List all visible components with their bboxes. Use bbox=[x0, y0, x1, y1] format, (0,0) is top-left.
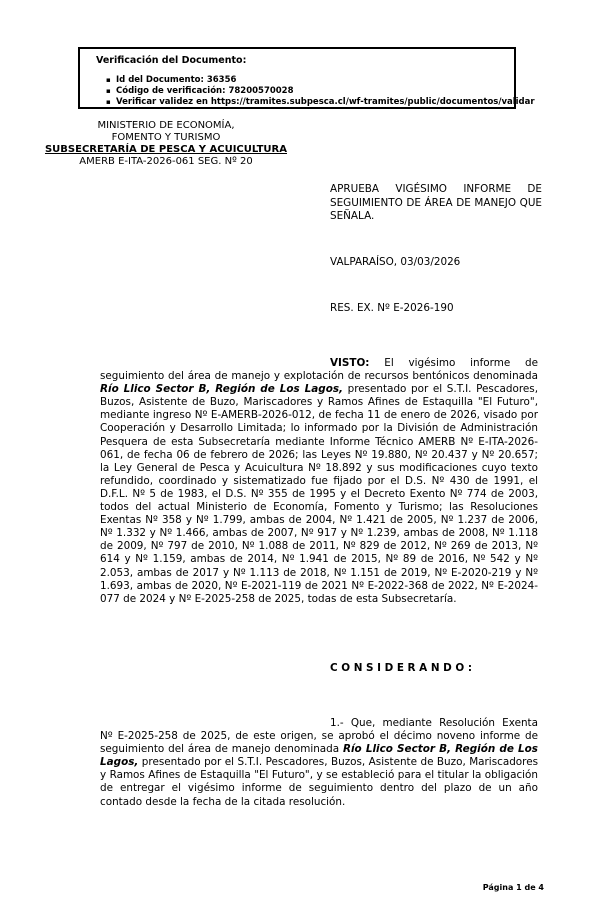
verification-item-code bbox=[106, 86, 535, 97]
verification-item-text: Id del Documento: 36356 bbox=[116, 75, 237, 85]
page-number: Página 1 de 4 bbox=[482, 883, 544, 892]
verification-item-text: Verificar validez en https://tramites.subpesca.cl/wf-tramites/public/documentos/validar bbox=[116, 97, 535, 107]
ministry-name-line1: MINISTERIO DE ECONOMÍA, bbox=[97, 120, 235, 131]
bullet-icon: ▪ bbox=[106, 76, 111, 84]
visto-paragraph bbox=[100, 357, 538, 606]
resolution-number: RES. EX. Nº E-2026-190 bbox=[330, 302, 454, 314]
verification-item-document-id bbox=[106, 75, 535, 86]
resolution-subject: APRUEBA VIGÉSIMO INFORME DE SEGUIMIENTO DE ÁREA DE MANEJO QUE SEÑALA. bbox=[330, 183, 542, 222]
verification-box bbox=[78, 47, 535, 109]
considerando-heading: C O N S I D E R A N D O : bbox=[330, 662, 472, 674]
bullet-icon: ▪ bbox=[106, 87, 111, 95]
considerando-item-1 bbox=[100, 717, 538, 809]
verification-title: Verificación del Documento: bbox=[96, 55, 247, 66]
letterhead bbox=[28, 120, 304, 168]
ministry-name-line2: FOMENTO Y TURISMO bbox=[111, 132, 221, 143]
text-run: presentado por el S.T.I. Pescadores, Buzos, Asistente de Buzo, Mariscadores y Ramos Afines de Estaquilla "El Futuro", mediante ingreso Nº E-AMERB-2026-012, de fecha 11 de enero de 2026, visado por Cooperación y Desarrollo Limitada; lo informado por la División de Administración Pesquera de esta Subsecretaría mediante Informe Técnico AMERB Nº E-ITA-2026-061, de fecha 06 de febrero de 2026; las Leyes Nº 19.880, Nº 20.437 y Nº 20.657; la Ley General de Pesca y Acuicultura Nº 18.892 y sus modificaciones cuyo texto refundido, coordinado y sistematizado fue fijado por el D.S. Nº 430 de 1991, el D.F.L. Nº 5 de 1983, el D.S. Nº 355 de 1995 y el Decreto Exento Nº 774 de 2003, todos del actual Ministerio de Economía, Fomento y Turismo; las Resoluciones Exentas Nº 358 y Nº 1.799, ambas de 2004, Nº 1.421 de 2005, Nº 1.237 de 2006, Nº 1.332 y Nº 1.466, ambas de 2007, Nº 917 y Nº 1.239, ambas de 2008, Nº 1.118 de 2009, Nº 797 de 2010, Nº 1.088 de 2011, Nº 829 de 2012, Nº 269 de 2013, Nº 614 y Nº 1.159, ambas de 2014, Nº 1.941 de 2015, Nº 89 de 2016, Nº 542 y Nº 2.053, ambas de 2017 y Nº 1.113 de 2018, Nº 1.151 de 2019, Nº E-2020-219 y Nº 1.693, ambas de 2020, Nº E-2021-119 de 2021 Nº E-2022-368 de 2022, Nº E-2024-077 de 2024 y Nº E-2025-258 de 2025, todas de esta Subsecretaría. bbox=[100, 383, 539, 605]
place-and-date: VALPARAÍSO, 03/03/2026 bbox=[330, 256, 461, 268]
verification-item-url bbox=[106, 97, 535, 108]
text-run: Río Llico Sector B, Región de Los Lagos, bbox=[100, 383, 343, 396]
text-run: 1.- Que, mediante Resolución Exenta Nº E-2025-258 de 2025, de este origen, se aprobó el décimo noveno informe de seguimiento del área de manejo denominada bbox=[100, 717, 538, 756]
verification-list bbox=[106, 75, 535, 108]
bullet-icon: ▪ bbox=[106, 98, 111, 106]
text-run: VISTO: bbox=[330, 357, 370, 369]
text-run: presentado por el S.T.I. Pescadores, Buzos, Asistente de Buzo, Mariscadores y Ramos Afines de Estaquilla "El Futuro", y se estableció para el titular la obligación de entregar el vigésimo informe de seguimiento dentro del plazo de un año contado desde la fecha de la citada resolución. bbox=[100, 756, 538, 808]
text-run: El vigésimo informe de seguimiento del área de manejo y explotación de recursos bentónicos denominada bbox=[100, 357, 538, 383]
amerb-reference-code: AMERB E-ITA-2026-061 SEG. Nº 20 bbox=[79, 156, 253, 167]
subsecretaria-name: SUBSECRETARÍA DE PESCA Y ACUICULTURA bbox=[44, 144, 287, 155]
text-run: Río Llico Sector B, Región de Los Lagos, bbox=[100, 743, 538, 769]
verification-item-text: Código de verificación: 78200570028 bbox=[116, 86, 294, 96]
